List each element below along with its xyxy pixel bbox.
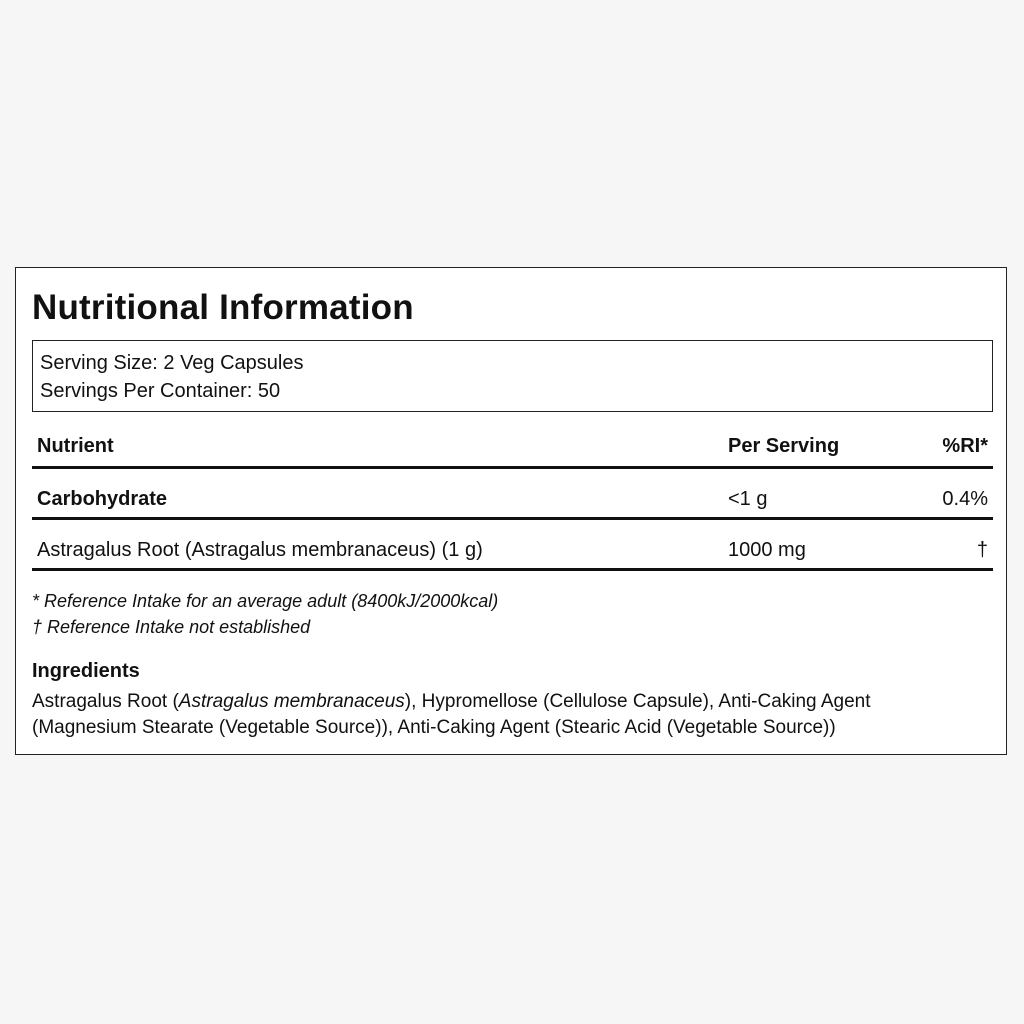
row-nutrient: Astragalus Root (Astragalus membranaceus) (1 g): [37, 539, 483, 561]
row-per-serving: <1 g: [728, 488, 768, 510]
table-row: [32, 469, 993, 520]
not-established-footnote: † Reference Intake not established: [32, 617, 311, 637]
servings-per-container: Servings Per Container: 50: [40, 380, 281, 402]
table-row: [32, 520, 993, 571]
ingredients-line-1: [32, 689, 932, 715]
row-ri: †: [976, 539, 988, 561]
ingredients-line-1-start: Astragalus Root (: [32, 691, 179, 712]
row-nutrient: Carbohydrate: [37, 488, 168, 510]
header-per-serving: Per Serving: [728, 435, 840, 457]
row-ri: 0.4%: [942, 488, 988, 510]
ingredients-heading: Ingredients: [32, 660, 140, 682]
ingredients-line-2: (Magnesium Stearate (Vegetable Source)), Anti-Caking Agent (Stearic Acid (Vegetable Source)): [32, 717, 836, 738]
serving-size: Serving Size: 2 Veg Capsules: [40, 352, 304, 374]
ingredients-line-1-end: ), Hypromellose (Cellulose Capsule), Anti-Caking Agent: [404, 691, 871, 712]
ingredients-text: [32, 689, 932, 741]
ingredients-latin-name: Astragalus membranaceus: [178, 691, 405, 712]
row-per-serving: 1000 mg: [728, 539, 806, 561]
nutrient-table: [32, 428, 993, 571]
page-title: Nutritional Information: [32, 288, 414, 327]
serving-info-box: [32, 340, 993, 412]
table-header-row: [32, 428, 993, 469]
footnotes: [32, 588, 498, 640]
ri-footnote: * Reference Intake for an average adult (8400kJ/2000kcal): [32, 591, 499, 611]
nutrition-panel: [15, 267, 1007, 755]
header-ri: %RI*: [942, 435, 988, 457]
header-nutrient: Nutrient: [37, 435, 114, 457]
